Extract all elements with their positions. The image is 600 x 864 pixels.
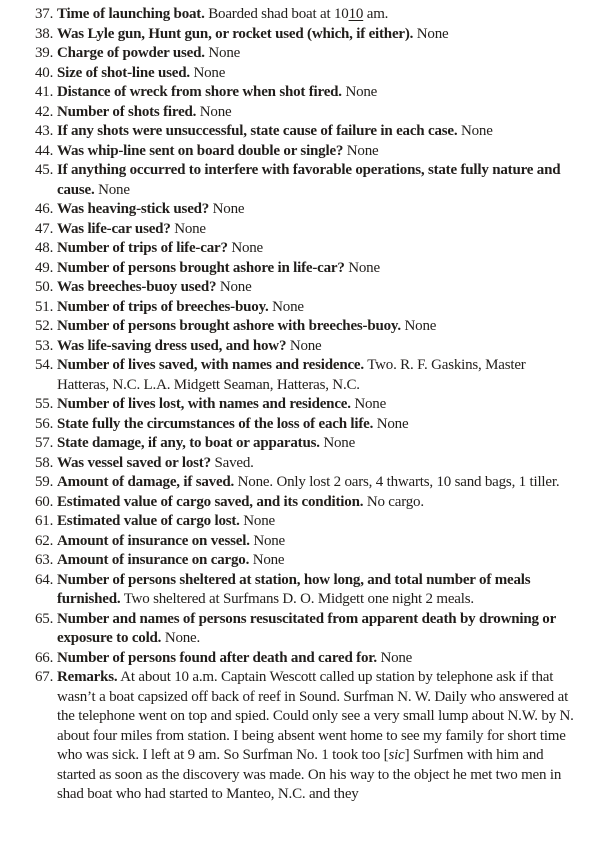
item-number: 49. xyxy=(35,259,54,276)
item-question: Was life-car used? xyxy=(57,220,171,237)
answer-text: Two. R. F. Gaskins, Master Hatteras, N.C. L.A. Midgett Seaman, Hatteras, N.C. xyxy=(57,357,526,393)
item-answer xyxy=(124,591,474,607)
report-item-50 xyxy=(35,278,574,298)
item-number: 56. xyxy=(35,415,54,432)
answer-text: None xyxy=(193,64,226,81)
item-number: 65. xyxy=(35,610,54,627)
answer-text: None xyxy=(380,649,413,666)
report-item-41 xyxy=(35,83,574,103)
item-answer xyxy=(323,435,355,451)
item-number: 47. xyxy=(35,220,54,237)
item-number: 48. xyxy=(35,240,54,256)
item-answer xyxy=(231,240,263,256)
answer-text: None. xyxy=(164,630,201,646)
item-number: 58. xyxy=(35,454,54,471)
item-answer xyxy=(347,143,379,159)
item-question: Estimated value of cargo saved, and its condition. xyxy=(57,493,364,510)
item-number: 41. xyxy=(35,84,54,100)
answer-text: None xyxy=(272,298,304,315)
item-answer xyxy=(253,533,285,549)
item-answer xyxy=(220,279,252,295)
answer-text: None xyxy=(346,142,379,159)
report-item-54 xyxy=(35,356,574,395)
item-question: If anything occurred to interfere with favorable operations, state fully nature and cause. xyxy=(57,162,561,198)
report-item-62 xyxy=(35,532,574,552)
report-item-65 xyxy=(35,610,574,649)
answer-text: None xyxy=(376,415,409,432)
answer-italic-text: sic xyxy=(388,747,405,763)
item-question: Was life-saving dress used, and how? xyxy=(57,337,287,354)
report-item-56 xyxy=(35,415,574,435)
item-answer xyxy=(98,182,130,198)
item-answer xyxy=(208,6,388,22)
item-question: Number of lives lost, with names and residence. xyxy=(57,396,351,412)
answer-underlined-text: 10 xyxy=(348,6,364,22)
item-answer xyxy=(213,201,245,217)
item-answer xyxy=(272,299,304,315)
item-answer xyxy=(461,123,493,139)
report-item-67 xyxy=(35,668,574,805)
item-question: Number of lives saved, with names and residence. xyxy=(57,357,364,373)
item-answer xyxy=(243,513,275,529)
item-question: State fully the circumstances of the loss of each life. xyxy=(57,415,374,432)
answer-text: None xyxy=(208,45,241,61)
answer-text: None xyxy=(348,259,380,276)
item-question: Was whip-line sent on board double or single? xyxy=(57,142,344,159)
item-number: 50. xyxy=(35,279,54,295)
item-number: 43. xyxy=(35,123,54,139)
report-item-60 xyxy=(35,493,574,513)
item-question: Amount of damage, if saved. xyxy=(57,474,235,490)
answer-text: ] Surfmen with him and started as soon as the discovery was made. On his way to the object he met two men in shad boat who had started to Manteo, N.C. and they xyxy=(57,747,562,802)
answer-text: None xyxy=(289,337,322,354)
item-number: 45. xyxy=(35,162,54,178)
item-answer xyxy=(405,318,437,334)
report-item-47 xyxy=(35,220,574,240)
item-question: Number of trips of life-car? xyxy=(57,240,228,256)
report-item-63 xyxy=(35,551,574,571)
item-number: 59. xyxy=(35,474,54,490)
item-number: 46. xyxy=(35,201,54,217)
answer-text: None xyxy=(212,201,245,217)
wreck-report-question-list xyxy=(35,5,574,805)
answer-text: None xyxy=(199,103,232,120)
report-item-40 xyxy=(35,64,574,84)
item-answer xyxy=(208,45,240,61)
item-number: 52. xyxy=(35,318,54,334)
item-answer xyxy=(253,552,285,568)
answer-text: None xyxy=(98,181,130,198)
item-answer xyxy=(345,84,377,100)
item-number: 63. xyxy=(35,552,54,568)
item-question: Size of shot-line used. xyxy=(57,64,190,81)
item-answer xyxy=(174,221,206,237)
item-number: 39. xyxy=(35,45,54,61)
report-item-53 xyxy=(35,337,574,357)
item-question: Was heaving-stick used? xyxy=(57,201,210,217)
answer-text: No cargo. xyxy=(366,493,424,510)
answer-text: None xyxy=(354,396,387,412)
report-item-64 xyxy=(35,571,574,610)
item-number: 37. xyxy=(35,6,54,22)
answer-text: At about 10 a.m. Captain Wescott called up station by telephone ask if that wasn’t a boat capsized off back of reef in Sound. Surfman N. W. Daily who answered at the telephone went on top and spied. Could only see a very small lump about N.W. by N. about four miles from station. I being absent went home to see my family for short time who was sick. I left at 9 am. So Surfman No. 1 took too [ xyxy=(57,669,574,763)
report-item-61 xyxy=(35,512,574,532)
item-question: State damage, if any, to boat or apparatus. xyxy=(57,435,320,451)
report-item-44 xyxy=(35,142,574,162)
answer-text: None xyxy=(416,25,449,42)
item-number: 62. xyxy=(35,532,54,549)
answer-text: None xyxy=(174,220,206,237)
item-question: Was breeches-buoy used? xyxy=(57,279,217,295)
item-question: Time of launching boat. xyxy=(57,6,205,22)
item-question: Remarks. xyxy=(57,669,118,685)
item-number: 61. xyxy=(35,513,54,529)
item-question: Number and names of persons resuscitated from apparent death by drowning or exposure to cold. xyxy=(57,610,556,646)
answer-text: Boarded shad boat at 10 xyxy=(208,6,349,22)
report-item-55 xyxy=(35,395,574,415)
item-question: Number of persons brought ashore with breeches-buoy. xyxy=(57,318,401,334)
item-question: Number of persons brought ashore in life-car? xyxy=(57,259,345,276)
report-item-42 xyxy=(35,103,574,123)
answer-text: None xyxy=(345,84,378,100)
answer-text: None xyxy=(323,435,356,451)
report-item-58 xyxy=(35,454,574,474)
report-item-49 xyxy=(35,259,574,279)
item-number: 64. xyxy=(35,571,54,588)
item-answer xyxy=(377,416,409,432)
report-item-66 xyxy=(35,649,574,669)
item-answer xyxy=(238,474,560,490)
item-answer xyxy=(290,338,322,354)
answer-text: None. Only lost 2 oars, 4 thwarts, 10 sand bags, 1 tiller. xyxy=(237,474,560,490)
answer-text: am. xyxy=(363,6,389,22)
item-answer xyxy=(348,260,380,276)
item-answer xyxy=(380,650,412,666)
item-number: 57. xyxy=(35,435,54,451)
item-answer xyxy=(193,65,225,81)
item-number: 66. xyxy=(35,649,54,666)
item-answer xyxy=(214,455,253,471)
item-number: 44. xyxy=(35,142,54,159)
item-number: 55. xyxy=(35,396,54,412)
item-question: Distance of wreck from shore when shot fired. xyxy=(57,84,342,100)
item-number: 51. xyxy=(35,298,54,315)
item-answer xyxy=(165,630,200,646)
answer-text: Saved. xyxy=(214,454,254,471)
item-question: Was vessel saved or lost? xyxy=(57,454,211,471)
answer-text: Two sheltered at Surfmans D. O. Midgett one night 2 meals. xyxy=(123,591,474,607)
report-item-46 xyxy=(35,200,574,220)
report-item-51 xyxy=(35,298,574,318)
item-number: 53. xyxy=(35,337,54,354)
item-number: 38. xyxy=(35,25,54,42)
item-question: Number of persons sheltered at station, how long, and total number of meals furnished. xyxy=(57,571,531,607)
item-number: 42. xyxy=(35,103,54,120)
item-answer xyxy=(57,669,574,802)
report-item-48 xyxy=(35,239,574,259)
item-question: Amount of insurance on vessel. xyxy=(57,532,250,549)
item-number: 60. xyxy=(35,493,54,510)
item-question: If any shots were unsuccessful, state cause of failure in each case. xyxy=(57,123,458,139)
answer-text: None xyxy=(219,279,252,295)
answer-text: None xyxy=(243,513,275,529)
item-number: 54. xyxy=(35,357,54,373)
item-question: Number of persons found after death and cared for. xyxy=(57,649,377,666)
answer-text: None xyxy=(231,240,264,256)
answer-text: None xyxy=(252,552,285,568)
item-answer xyxy=(354,396,386,412)
report-item-39 xyxy=(35,44,574,64)
report-item-59 xyxy=(35,473,574,493)
answer-text: None xyxy=(460,123,493,139)
report-item-38 xyxy=(35,25,574,45)
item-answer xyxy=(200,104,232,120)
item-number: 40. xyxy=(35,64,54,81)
report-item-45 xyxy=(35,161,574,200)
item-number: 67. xyxy=(35,669,54,685)
item-question: Was Lyle gun, Hunt gun, or rocket used (which, if either). xyxy=(57,25,414,42)
item-question: Estimated value of cargo lost. xyxy=(57,513,240,529)
item-answer xyxy=(367,494,424,510)
answer-text: None xyxy=(404,318,437,334)
item-question: Amount of insurance on cargo. xyxy=(57,552,250,568)
item-question: Charge of powder used. xyxy=(57,45,205,61)
item-answer xyxy=(417,26,449,42)
answer-text: None xyxy=(253,532,286,549)
item-question: Number of trips of breeches-buoy. xyxy=(57,298,269,315)
item-question: Number of shots fired. xyxy=(57,103,197,120)
report-item-37 xyxy=(35,5,574,25)
report-item-43 xyxy=(35,122,574,142)
report-item-57 xyxy=(35,434,574,454)
report-item-52 xyxy=(35,317,574,337)
